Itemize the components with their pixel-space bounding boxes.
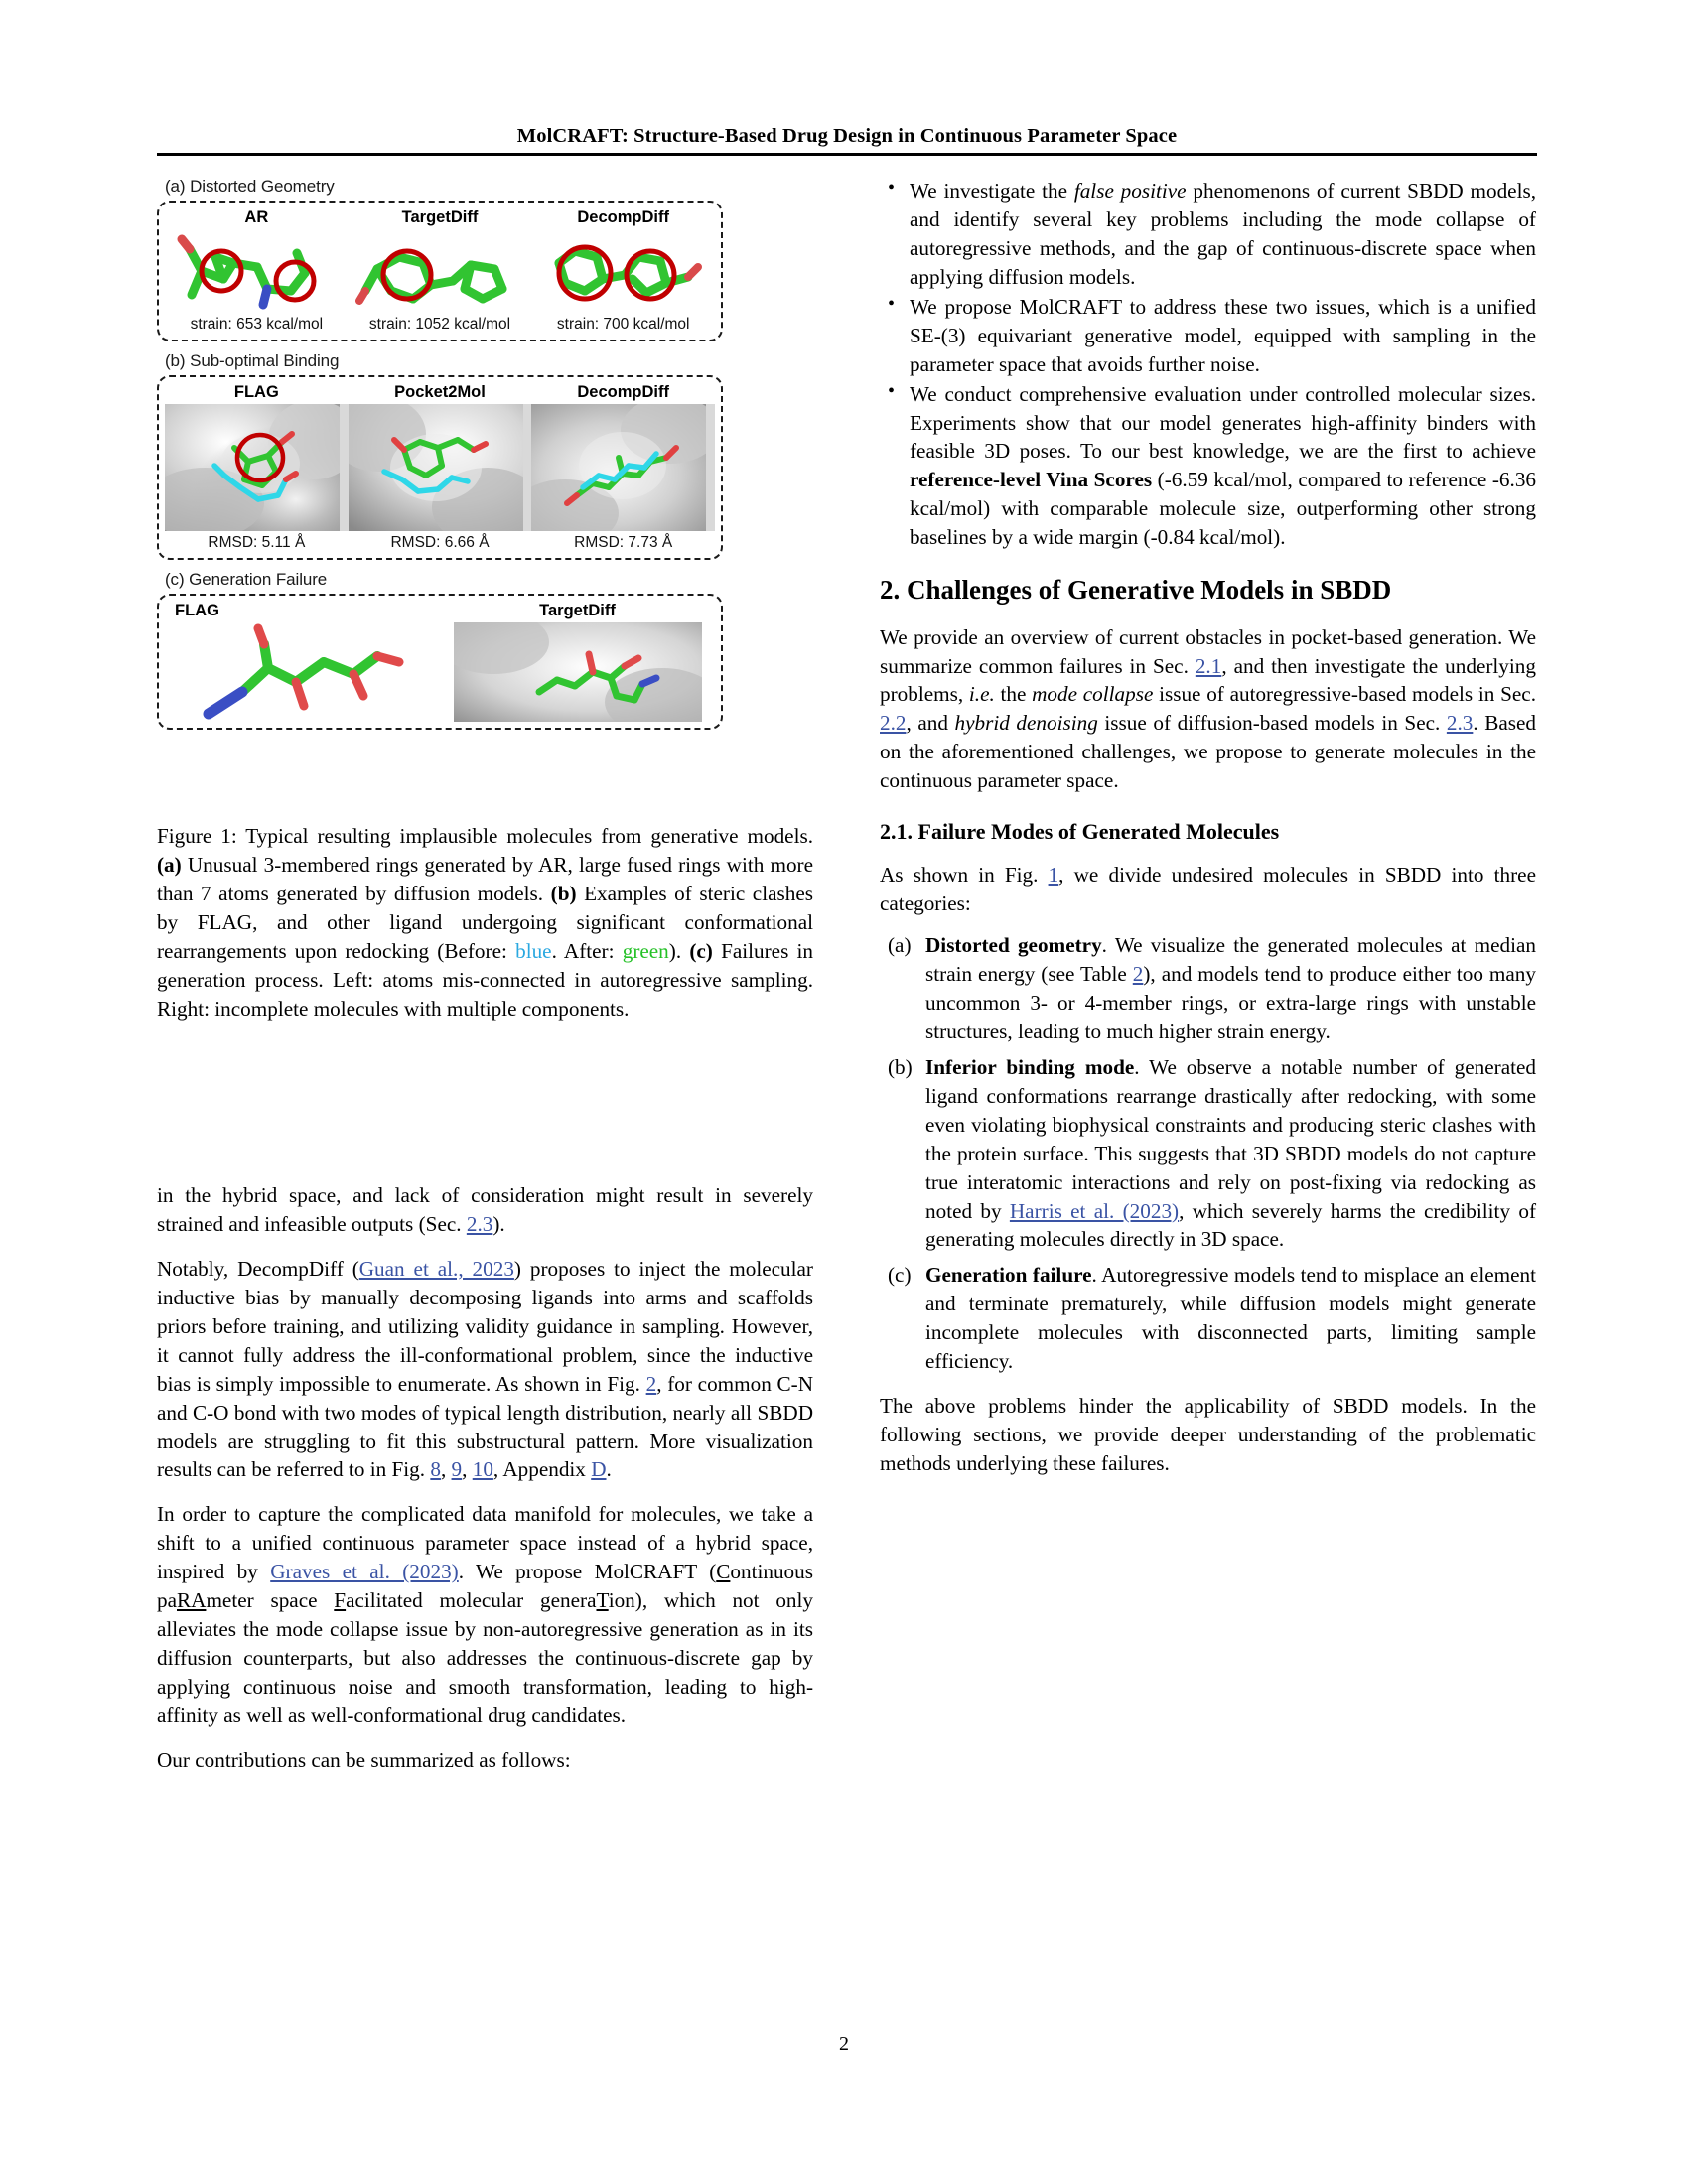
caption-word-blue: blue (515, 938, 552, 963)
section-2-heading: 2. Challenges of Generative Models in SBDD (880, 575, 1392, 606)
caption-part-b-1: Examples of steric clashes by FLAG, and other ligand undergoing significant conformational rearrangements upon redocking (Before: (157, 881, 813, 963)
s2-italic-ie: i.e. (968, 682, 995, 707)
panel-b-item-1-caption: RMSD: 6.66 Å (390, 534, 490, 551)
panel-a-item-0 (165, 208, 349, 334)
category-b-text-2: , which severely harms the credibility of generating molecules directly in 3D space. (925, 1198, 1536, 1252)
category-a-marker: (a) (888, 933, 912, 958)
acronym-letter-c: C (716, 1560, 731, 1584)
link-sec-2-1[interactable]: 2.1 (1195, 653, 1222, 678)
contributions-list (880, 177, 1536, 552)
panel-a-item-2-title: DecompDiff (577, 208, 669, 226)
s2-text-7: . Based on the aforementioned challenges, we propose to generate molecules in the continuous parameter space. (880, 711, 1537, 793)
right-column (880, 177, 1536, 1494)
panel-b-label: (b) Sub-optimal Binding (165, 351, 340, 370)
link-figure-9[interactable]: 9 (451, 1457, 463, 1482)
para-manifold-text-6: ion), which not only alleviates the mode collapse issue by non-autoregressive generation as in its diffusion counterparts, but also addresses the continuous-discrete gap by applying continuous noise and smooth transformation, leading to high-affinity as well as well-conformational drug candidates. (157, 1588, 813, 1727)
panel-a-box (157, 201, 723, 341)
acronym-letter-f: F (334, 1588, 347, 1613)
pocket-render-pocket2mol (349, 404, 532, 531)
contribution-bullet-1 (880, 177, 1536, 292)
link-sec-2-3-right[interactable]: 2.3 (1446, 711, 1474, 736)
failure-category-a (880, 931, 1536, 1046)
panel-b-item-0 (165, 383, 349, 552)
panel-a-item-1-title: TargetDiff (401, 208, 479, 226)
caption-marker-c: (c) (689, 938, 713, 963)
contribution-bullet-3 (880, 380, 1536, 553)
panel-c-item-1 (440, 602, 715, 722)
section-2-1-intro-paragraph (880, 861, 1536, 918)
panel-b-item-1-title: Pocket2Mol (394, 383, 486, 401)
caption-marker-b: (b) (550, 881, 577, 905)
panel-a-item-2 (531, 208, 715, 334)
s2-text-2: , and then investigate the underlying problems, (880, 653, 1536, 707)
panel-b-item-0-title: FLAG (233, 383, 279, 401)
panel-b-item-1 (349, 383, 532, 552)
para-manifold-text-5: acilitated molecular genera (346, 1588, 597, 1613)
bullet-marker-icon: • (888, 292, 896, 315)
citation-graves-2023[interactable]: Graves et al. (2023) (270, 1560, 459, 1584)
caption-part-b-2: . After: (551, 938, 623, 963)
para-manifold-text-2: . We propose MolCRAFT ( (458, 1560, 717, 1584)
link-figure-2[interactable]: 2 (645, 1371, 657, 1396)
caption-part-b-3: ). (668, 938, 690, 963)
molecule-render-ar (165, 229, 349, 313)
panel-a-item-2-caption: strain: 700 kcal/mol (556, 316, 690, 333)
panel-b-item-2-title: DecompDiff (577, 383, 669, 401)
s2-text-4: issue of autoregressive-based models in Sec. (1153, 682, 1536, 707)
category-c-title: Generation failure (925, 1263, 1092, 1288)
s2-italic-mode-collapse: mode collapse (1032, 682, 1154, 707)
para-manifold (157, 1500, 813, 1730)
panel-a-item-1-caption: strain: 1052 kcal/mol (368, 316, 511, 333)
panel-a-label: (a) Distorted Geometry (165, 177, 335, 196)
bullet-marker-icon: • (888, 177, 896, 199)
pocket-render-targetdiff-failure (440, 622, 715, 722)
bullet-1-italic: false positive (1073, 179, 1187, 203)
para-manifold-text-4: meter space (206, 1588, 335, 1613)
para-hybrid-space (157, 1181, 813, 1239)
bullet-3-bold: reference-level Vina Scores (910, 468, 1153, 492)
section-2-intro-paragraph (880, 623, 1536, 796)
category-c-marker: (c) (888, 1263, 912, 1288)
para-notably-text-2: ) proposes to inject the molecular inductive bias by manually decomposing ligands into arms and scaffolds priors before training, and utilizing validity guidance in sampling. However, it cannot fully address the ill-conformational problem, since the inductive bias is simply impossible to enumerate. As shown in Fig. (157, 1256, 813, 1396)
s2-italic-hybrid-denoising: hybrid denoising (954, 711, 1098, 736)
para-notably-text-1: Notably, DecompDiff ( (157, 1256, 359, 1281)
category-b-text-1: . We observe a notable number of generated ligand conformations rearrange drastically after redocking, with some even violating biophysical constraints and producing steric clashes with the protein surface. This suggests that 3D SBDD models do not capture true interatomic interactions and rely on post-fixing via redocking as noted by (925, 1054, 1536, 1223)
panel-b-box (157, 375, 723, 560)
caption-marker-a: (a) (157, 852, 182, 877)
link-figure-1[interactable]: 1 (1048, 863, 1059, 887)
link-appendix-d[interactable]: D (591, 1457, 607, 1482)
category-b-marker: (b) (888, 1054, 913, 1079)
para-manifold-text-3: ontinuous pa (157, 1560, 813, 1613)
acronym-letter-t: T (596, 1588, 609, 1613)
failure-category-b (880, 1053, 1536, 1255)
category-b-title: Inferior binding mode (925, 1054, 1135, 1079)
citation-guan-2023[interactable]: Guan et al., 2023 (358, 1256, 514, 1281)
bullet-1-text-1: We investigate the (910, 179, 1074, 203)
link-sec-2-3[interactable]: 2.3 (466, 1211, 493, 1236)
bullet-2-text-1: We propose MolCRAFT to address these two issues, which is a unified SE-(3) equivariant generative model, equipped with sampling in the parameter space that avoids further noise. (910, 294, 1536, 376)
panel-c-item-0-title: FLAG (175, 602, 219, 619)
closing-paragraph: The above problems hinder the applicability of SBDD models. In the following sections, we provide deeper understanding of the problematic methods underlying these failures. (880, 1394, 1536, 1476)
panel-a-item-0-caption: strain: 653 kcal/mol (190, 316, 324, 333)
panel-b-item-2-caption: RMSD: 7.73 Å (574, 534, 673, 551)
para-hybrid-text-2: ). (492, 1211, 505, 1236)
caption-part-c: Failures in generation process. Left: atoms mis-connected in autoregressive sampling. Right: incomplete molecules with multiple components. (157, 938, 814, 1021)
bullet-marker-icon: • (888, 379, 896, 402)
caption-word-green: green (622, 938, 669, 963)
figure-1-caption (157, 822, 813, 1024)
panel-a-row (165, 208, 715, 334)
bullet-3-text-2: (-6.59 kcal/mol, compared to reference -6.36 kcal/mol) with comparable molecule size, outperforming other strong baselines by a wide margin (-0.84 kcal/mol). (910, 468, 1537, 550)
para-contributions: Our contributions can be summarized as follows: (157, 1747, 571, 1772)
bullet-3-text-1: We conduct comprehensive evaluation under controlled molecular sizes. Experiments show that our model generates high-affinity binders with feasible 3D poses. To our best knowledge, we are the first to achieve (910, 381, 1536, 464)
molecule-render-targetdiff (349, 229, 532, 313)
panel-a-item-1 (349, 208, 532, 334)
pocket-render-flag (165, 404, 349, 531)
panel-c-label: (c) Generation Failure (165, 570, 328, 589)
header-rule (157, 153, 1537, 156)
category-a-text-1: . We visualize the generated molecules at median strain energy (see Table (925, 933, 1536, 987)
panel-b-item-2 (531, 383, 715, 552)
failure-categories-list (880, 931, 1536, 1376)
page-number: 2 (839, 2033, 849, 2055)
molecule-render-decompdiff (531, 229, 715, 313)
s2-text-5: , and (906, 711, 955, 736)
panel-b-item-0-caption: RMSD: 5.11 Å (208, 534, 306, 551)
panel-c-item-0 (165, 602, 440, 722)
panel-c-item-1-title: TargetDiff (539, 602, 616, 619)
section-2-1-heading: 2.1. Failure Modes of Generated Molecules (880, 819, 1280, 845)
category-a-title: Distorted geometry (925, 933, 1102, 958)
molecule-render-flag-failure (165, 622, 440, 722)
para-manifold-text-1: In order to capture the complicated data manifold for molecules, we take a shift to a unified continuous parameter space instead of a hybrid space, inspired by (157, 1502, 813, 1584)
caption-lead: Figure 1: Typical resulting implausible molecules from generative models. (157, 824, 813, 848)
category-c-text-1: . Autoregressive models tend to misplace an element and terminate prematurely, while diffusion models might generate incomplete molecules with disconnected parts, limiting sample efficiency. (925, 1263, 1536, 1374)
s21-text-2: , we divide undesired molecules in SBDD into three categories: (880, 863, 1536, 916)
running-header: MolCRAFT: Structure-Based Drug Design in Continuous Parameter Space (516, 125, 1178, 147)
link-figure-8[interactable]: 8 (430, 1457, 441, 1482)
s2-text-6: issue of diffusion-based models in Sec. (1097, 711, 1447, 736)
pocket-render-decompdiff (531, 404, 715, 531)
s2-text-1: We provide an overview of current obstacles in pocket-based generation. We summarize common failures in Sec. (880, 624, 1536, 678)
contribution-bullet-2 (880, 293, 1536, 379)
para-notably-text-3: , for common C-N and C-O bond with two modes of typical length distribution, nearly all SBDD models are struggling to fit this substructural pattern. More visualization results can be referred to in Fig. (157, 1371, 814, 1482)
link-sec-2-2[interactable]: 2.2 (880, 711, 907, 736)
figure-1 (157, 177, 723, 730)
link-table-2[interactable]: 2 (1132, 962, 1144, 987)
left-column (157, 1181, 813, 1791)
acronym-letters-ra: RA (177, 1588, 207, 1613)
para-notably: Notably, DecompDiff (Guan et al., 2023) proposes to inject the molecular inductive bias by manually decomposing ligands into arms and scaffolds priors before training, and utilizing validity guidance in sampling. However, it cannot fully address the ill-conformational problem, since the inductive bias is simply impossible to enumerate. As shown in Fig. 2, for common C-N and C-O bond with two modes of typical length distribution, nearly all SBDD models are struggling to fit this substructural pattern. More visualization results can be referred to in Fig. 8, 9, 10, Appendix D. (157, 1256, 814, 1482)
category-a-text-2: ), and models tend to produce either too many uncommon 3- or 4-member rings, or extra-large rings with unstable structures, leading to much higher strain energy. (925, 962, 1536, 1043)
s2-text-3: the (994, 682, 1033, 707)
para-notably-text-4: , Appendix (492, 1457, 592, 1482)
figure-caption-text (157, 822, 813, 1024)
bullet-1-text-2: phenomenons of current SBDD models, and identify several key problems including the mode collapse of autoregressive methods, and the gap of continuous-discrete space when applying diffusion models. (910, 179, 1536, 289)
failure-category-c (880, 1261, 1536, 1376)
link-figure-10[interactable]: 10 (472, 1457, 493, 1482)
para-notably-text-5: . (606, 1457, 612, 1482)
panel-a-item-0-title: AR (244, 208, 269, 226)
s21-text-1: As shown in Fig. (880, 863, 1049, 887)
caption-part-a: Unusual 3-membered rings generated by AR, large fused rings with more than 7 atoms generated by diffusion models. (157, 852, 813, 905)
panel-c-box (157, 594, 723, 730)
citation-harris-2023[interactable]: Harris et al. (2023) (1009, 1198, 1180, 1223)
panel-b-row (165, 383, 715, 552)
para-hybrid-text-1: in the hybrid space, and lack of consideration might result in severely strained and infeasible outputs (Sec. (157, 1183, 813, 1236)
panel-c-row (165, 602, 715, 722)
